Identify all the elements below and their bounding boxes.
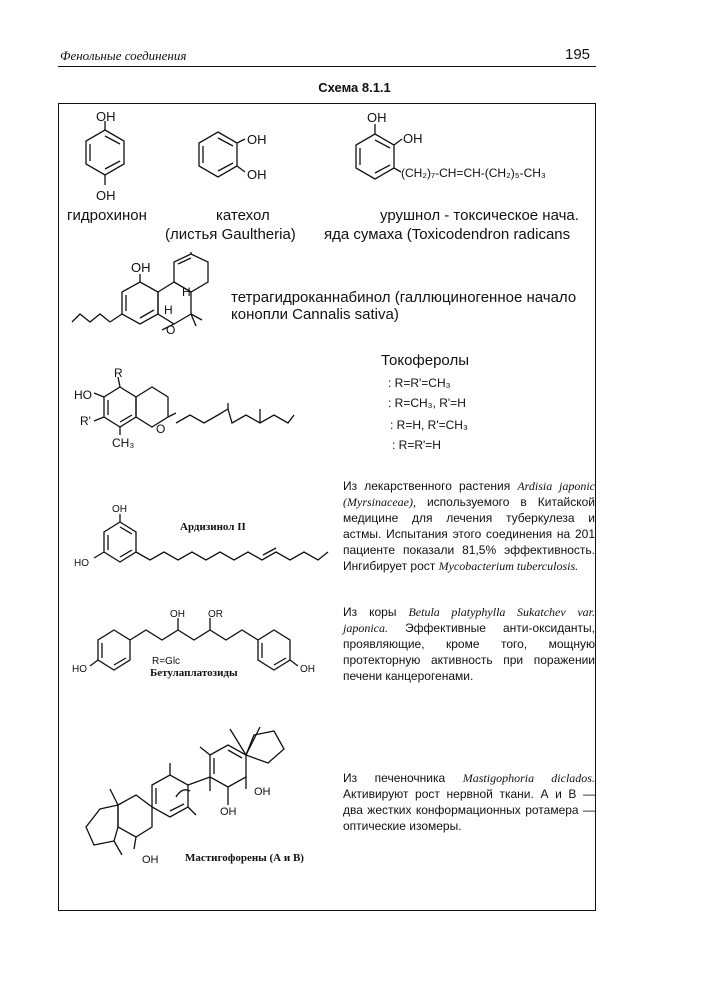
hydroquinone-oh-bottom: OH (96, 188, 116, 203)
hydroquinone-name: гидрохинон (67, 207, 147, 224)
ardisinol-desc-a: Из лекарственного растения (343, 479, 518, 493)
catechol-source: (листья Gaultheria) (165, 226, 296, 243)
tocopherol-r-prime: R' (80, 414, 91, 428)
mastigophorene-oh-1: OH (254, 786, 271, 798)
thc-h-2: H (164, 303, 173, 317)
catechol-oh-2: OH (247, 167, 267, 182)
catechol-structure (190, 122, 280, 192)
tocopherol-ch3: CH₃ (112, 436, 135, 450)
catechol-oh-1: OH (247, 132, 267, 147)
tocopherol-ho: HO (74, 388, 92, 402)
tocopherol-variant-2: : R=CH₃, R'=H (388, 396, 466, 410)
betulaplatoside-label: Бетулаплатозиды (150, 667, 238, 679)
betulaplatoside-description (343, 604, 595, 684)
ardisinol-description (343, 478, 595, 574)
ardisinol-oh: OH (112, 504, 127, 515)
ardisinol-desc-species: Ardisia japonic (Myrsinaceae), (343, 479, 595, 509)
betulaplatoside-desc-c: Эффективные анти-оксиданты, проявляющие, кроме того, мощную протекторную активность при поражении печени канцерогенами. (343, 621, 595, 683)
betulaplatoside-desc-a: Из коры (343, 605, 409, 619)
ardisinol-desc-c: используемого в Китайской медицине для лечения туберкулеза и астмы. Испытания этого соединения на 201 пациенте показали 81,5% эффективность. Ингибирует рост (343, 495, 595, 573)
ardisinol-label: Ардизинол II (180, 521, 246, 533)
mastigophorene-desc-a: Из печеночника (343, 771, 463, 785)
betulaplatoside-or: OR (208, 609, 223, 620)
hydroquinone-structure (70, 108, 140, 208)
mastigophorene-desc-c: Активируют рост нервной ткани. А и В — два жестких конформационных ротамера — оптические изомеры. (343, 787, 595, 833)
urushiol-name-line1: урушнол - токсическое нача. (380, 207, 579, 224)
urushiol-name-line2: яда сумаха (Toxicodendron radicans (324, 226, 571, 243)
betulaplatoside-oh: OH (170, 609, 185, 620)
betulaplatoside-ho: HO (72, 664, 87, 675)
thc-name-line2: конопли Cannalis sativa) (231, 306, 399, 323)
mastigophorene-oh-2: OH (220, 806, 237, 818)
ardisinol-structure (70, 500, 340, 580)
mastigophorene-label: Мастигофорены (А и В) (185, 852, 304, 864)
tocopherol-variant-4: : R=R'=H (392, 438, 441, 452)
urushiol-oh-1: OH (367, 110, 387, 125)
mastigophorene-desc-species: Mastigophoria diclados. (462, 771, 595, 785)
tocopherol-structure (70, 365, 305, 455)
tocopherol-variant-3: : R=H, R'=CH₃ (390, 418, 468, 432)
betulaplatoside-desc-species: Betula platyphylla Sukatchev var. japonica. (343, 605, 596, 635)
thc-name-line1: тетрагидроканнабинол (галлюциногенное начало (231, 289, 577, 306)
mastigophorene-description (343, 770, 595, 834)
tocopherol-variant-1: : R=R'=CH₃ (388, 376, 451, 390)
thc-h-1: H (182, 285, 191, 299)
tocopherol-r: R (114, 366, 123, 380)
page-number: 195 (565, 46, 591, 63)
hydroquinone-oh-top: OH (96, 109, 116, 124)
thc-o: O (166, 323, 176, 337)
urushiol-structure (335, 106, 565, 196)
ardisinol-desc-organism: Mycobacterium tuberculosis. (438, 559, 579, 573)
ardisinol-ho: HO (74, 558, 89, 569)
catechol-name: катехол (216, 207, 270, 224)
betulaplatoside-oh-right: OH (300, 664, 315, 675)
running-header-title: Фенольные соединения (60, 48, 187, 63)
mastigophorene-oh-3: OH (142, 854, 159, 866)
betulaplatoside-r-glc: R=Glc (152, 656, 181, 667)
thc-oh: OH (131, 260, 151, 275)
tocopherols-heading: Токоферолы (381, 352, 469, 369)
header-rule (58, 66, 596, 67)
thc-structure (70, 252, 220, 347)
urushiol-side-chain: (CH₂)₇-CH=CH-(CH₂)₅-CH₃ (401, 166, 546, 180)
urushiol-oh-2: OH (403, 131, 423, 146)
scheme-title: Схема 8.1.1 (318, 80, 391, 95)
tocopherol-o: O (156, 422, 166, 436)
